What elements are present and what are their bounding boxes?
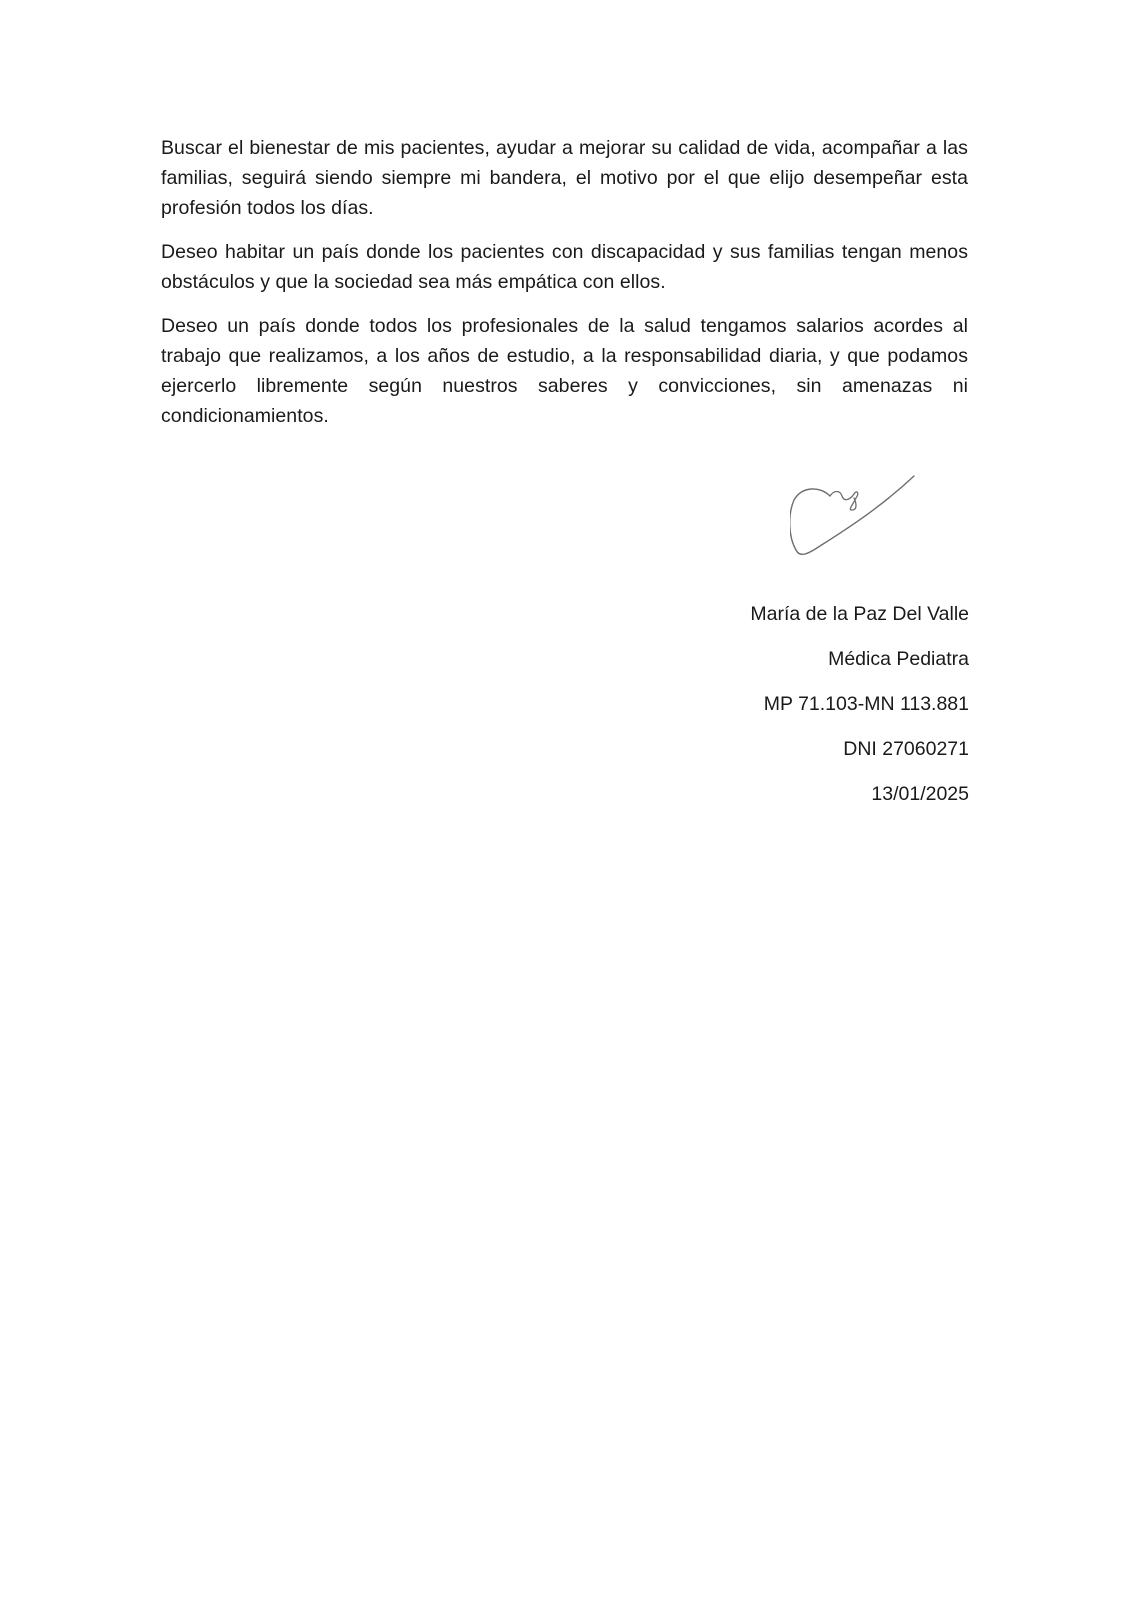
signature-stroke-loop [830,492,858,511]
paragraph-2: Deseo habitar un país donde los pacientes con discapacidad y sus familias tengan menos obstáculos y que la sociedad sea más empática con ellos. [161,241,968,293]
paragraph-1: Buscar el bienestar de mis pacientes, ayudar a mejorar su calidad de vida, acompañar a las familias, seguirá siendo siempre mi bandera, el motivo por el que elijo desempeñar esta profesión todos los días. [161,137,968,219]
signature-block [569,592,969,817]
signature-stroke-main [790,476,914,554]
letter-date: 13/01/2025 [871,783,969,805]
signatory-license: MP 71.103-MN 113.881 [763,693,969,715]
signatory-title: Médica Pediatra [828,648,969,670]
paragraph-3: Deseo un país donde todos los profesionales de la salud tengamos salarios acordes al trabajo que realizamos, a los años de estudio, a la responsabilidad diaria, y que podamos ejercerlo libremente según nuestros saberes y convicciones, sin amenazas ni condicionamientos. [161,315,968,427]
signatory-name: María de la Paz Del Valle [750,603,969,625]
handwritten-signature [790,474,940,570]
letter-body [161,133,968,445]
signatory-id: DNI 27060271 [843,738,969,760]
